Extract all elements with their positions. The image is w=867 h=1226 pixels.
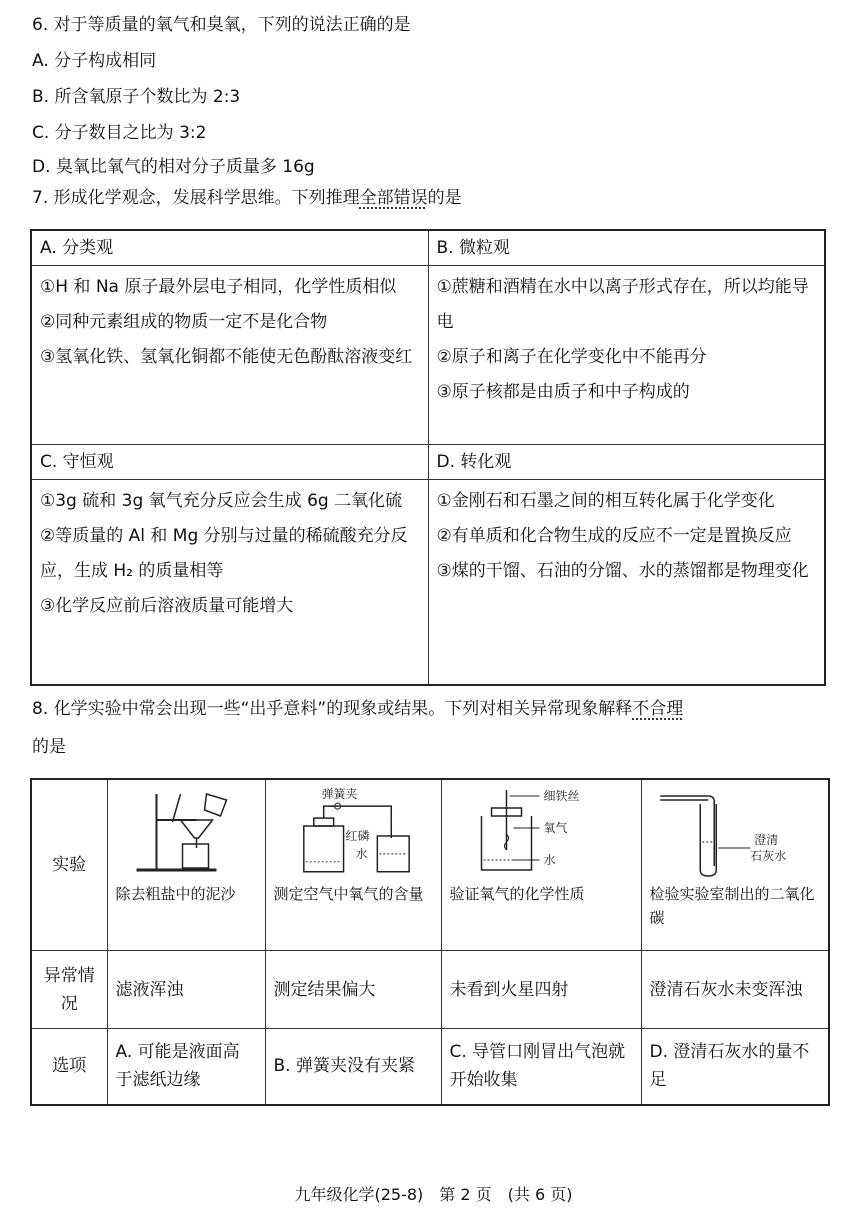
- q8-stem-emphasis: 不合理: [632, 699, 684, 719]
- q8-experiment-4: [641, 779, 829, 951]
- filtration-apparatus-figure: [116, 786, 257, 878]
- q8-anomaly-1: 滤液浑浊: [107, 951, 265, 1029]
- q7-cell-d: [428, 480, 825, 686]
- q8-experiment-3-caption: 验证氧气的化学性质: [449, 885, 585, 903]
- fig-label-iron-wire: 细铁丝: [543, 789, 580, 803]
- q7-b-item: ③原子核都是由质子和中子构成的: [436, 382, 690, 402]
- q8-row-label-option: 选项: [31, 1029, 107, 1105]
- q7-cell-b: [428, 266, 825, 445]
- q7-d-item: ②有单质和化合物生成的反应不一定是置换反应: [436, 526, 792, 546]
- q8-option-c: C. 导管口刚冒出气泡就开始收集: [441, 1029, 641, 1105]
- q8-stem-suffix: 的是: [32, 737, 66, 757]
- q8-stem-line1: [32, 694, 683, 719]
- q7-stem-prefix: 7. 形成化学观念，发展科学思维。下列推理: [32, 188, 360, 208]
- q8-option-a: A. 可能是液面高于滤纸边缘: [107, 1029, 265, 1105]
- q6-option-d: D. 臭氧比氧气的相对分子质量多 16g: [32, 157, 315, 177]
- q7-c-item: ①3g 硫和 3g 氧气充分反应会生成 6g 二氧化硫: [40, 491, 403, 511]
- q7-b-item: ①蔗糖和酒精在水中以离子形式存在，所以均能导电: [436, 277, 809, 332]
- q8-experiment-4-caption: 检验实验室制出的二氧化碳: [649, 885, 815, 927]
- q8-stem-prefix: 8. 化学实验中常会出现一些“出乎意料”的现象或结果。下列对相关异常现象解释: [32, 699, 633, 719]
- q7-stem-suffix: 的是: [427, 188, 462, 208]
- q8-anomaly-2: 测定结果偏大: [265, 951, 441, 1029]
- fig-label-limewater: 石灰水: [749, 849, 786, 863]
- fig-label-clear: 澄清: [753, 833, 778, 847]
- q8-option-d: D. 澄清石灰水的量不足: [641, 1029, 829, 1105]
- q7-d-item: ③煤的干馏、石油的分馏、水的蒸馏都是物理变化: [436, 561, 809, 581]
- fig-label-water: 水: [354, 846, 367, 861]
- q6-option-a: A. 分子构成相同: [32, 51, 157, 71]
- q6-option-c: C. 分子数目之比为 3:2: [32, 123, 207, 143]
- page-footer: 九年级化学(25-8) 第 2 页 (共 6 页): [294, 1185, 573, 1204]
- q7-stem-emphasis: 全部错误: [359, 188, 428, 208]
- fig-label-water: 水: [543, 853, 556, 867]
- q7-a-item: ①H 和 Na 原子最外层电子相同，化学性质相似: [40, 277, 397, 297]
- q7-cell-d-title: D. 转化观: [428, 445, 825, 480]
- q8-row-label-anomaly: 异常情况: [31, 951, 107, 1029]
- q7-cell-c-title: C. 守恒观: [31, 445, 428, 480]
- q8-experiment-1-caption: 除去粗盐中的泥沙: [115, 885, 236, 903]
- iron-combustion-apparatus-figure: [450, 786, 633, 878]
- q7-a-item: ②同种元素组成的物质一定不是化合物: [40, 312, 328, 332]
- q8-anomaly-3: 未看到火星四射: [441, 951, 641, 1029]
- q7-stem: [32, 183, 462, 208]
- q8-experiment-1: [107, 779, 265, 951]
- q8-experiment-2-caption: 测定空气中氧气的含量: [273, 885, 424, 903]
- q8-table: [30, 778, 830, 1106]
- q7-c-item: ②等质量的 Al 和 Mg 分别与过量的稀硫酸充分反应，生成 H₂ 的质量相等: [40, 526, 408, 581]
- q8-row-label-experiment: 实验: [31, 779, 107, 951]
- q8-experiment-3: [441, 779, 641, 951]
- q7-cell-b-title: B. 微粒观: [428, 230, 825, 266]
- q6-stem: 6. 对于等质量的氧气和臭氧，下列的说法正确的是: [32, 15, 411, 35]
- q7-c-item: ③化学反应前后溶液质量可能增大: [40, 596, 294, 616]
- q7-a-item: ③氢氧化铁、氢氧化铜都不能使无色酚酞溶液变红: [40, 347, 413, 367]
- q6-option-b: B. 所含氧原子个数比为 2:3: [32, 87, 241, 107]
- co2-test-apparatus-figure: [650, 786, 821, 878]
- fig-label-clamp: 弹簧夹: [321, 787, 357, 802]
- q8-experiment-2: [265, 779, 441, 951]
- q7-cell-a-title: A. 分类观: [31, 230, 428, 266]
- q7-cell-a: [31, 266, 428, 445]
- q7-table: [30, 229, 826, 686]
- q7-cell-c: [31, 480, 428, 686]
- fig-label-oxygen: 氧气: [543, 821, 568, 835]
- q8-option-b: B. 弹簧夹没有夹紧: [265, 1029, 441, 1105]
- fig-label-phosphorus: 红磷: [345, 828, 369, 843]
- oxygen-content-apparatus-figure: [274, 786, 433, 878]
- q7-d-item: ①金刚石和石墨之间的相互转化属于化学变化: [436, 491, 775, 511]
- q7-b-item: ②原子和离子在化学变化中不能再分: [436, 347, 707, 367]
- q8-anomaly-4: 澄清石灰水未变浑浊: [641, 951, 829, 1029]
